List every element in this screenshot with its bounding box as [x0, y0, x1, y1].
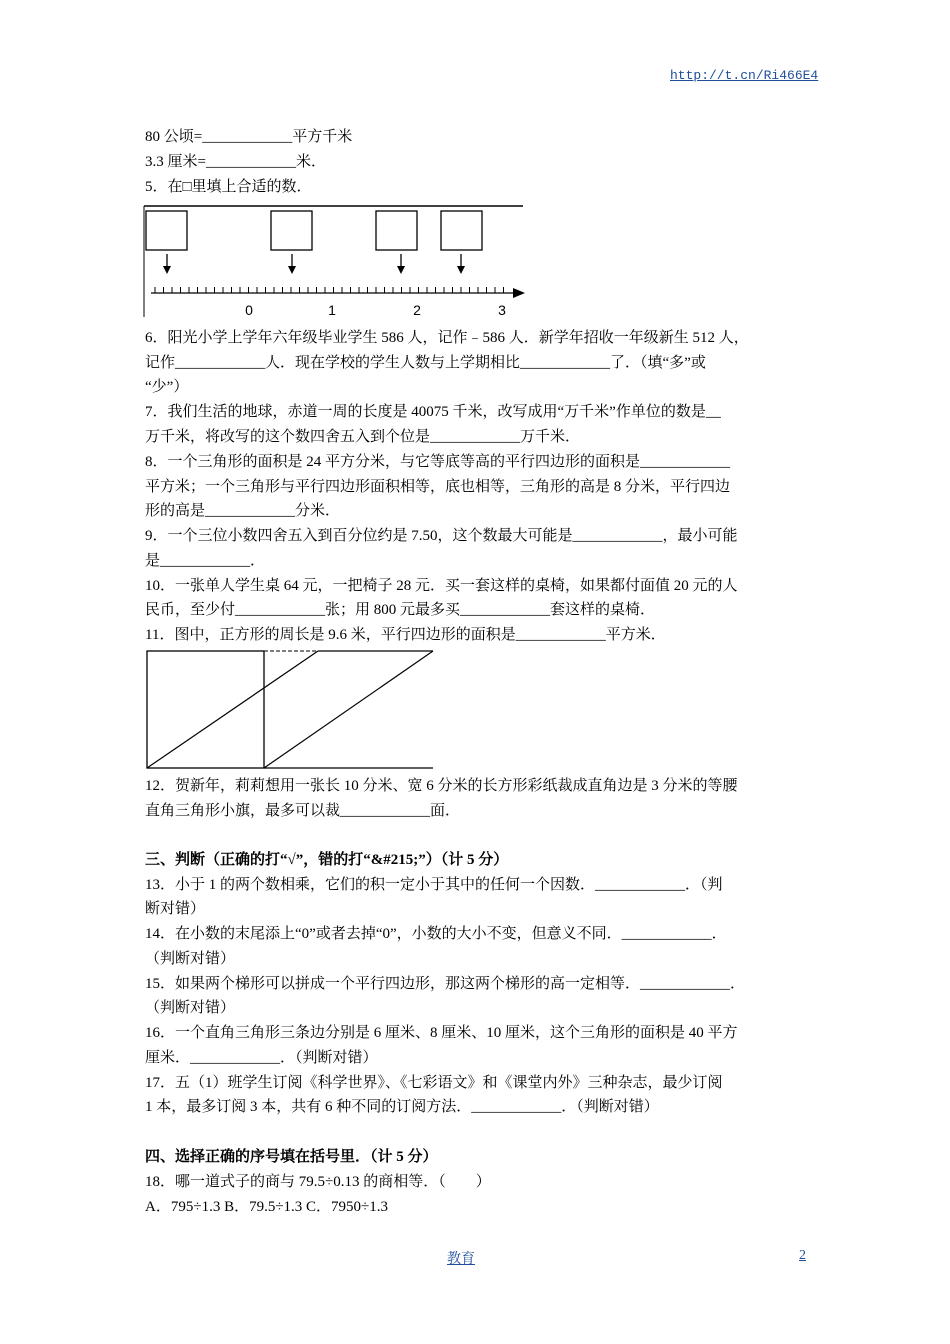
number-line-figure	[143, 204, 528, 319]
line-15a: 15．如果两个梯形可以拼成一个平行四边形，那这两个梯形的高一定相等．____________．	[145, 976, 746, 992]
line-12b: 直角三角形小旗，最多可以裁____________面．	[145, 803, 461, 819]
line-18-options: A．795÷1.3 B．79.5÷1.3 C．7950÷1.3	[145, 1199, 389, 1215]
line-3: 5．在□里填上合适的数．	[145, 179, 312, 195]
line-14b: （判断对错）	[145, 951, 236, 967]
line-16b: 厘米．____________．（判断对错）	[145, 1050, 378, 1066]
line-18: 18．哪一道式子的商与 79.5÷0.13 的商相等．（ ）	[145, 1174, 491, 1190]
answer-box-2	[271, 211, 312, 250]
line-7a: 7．我们生活的地球，赤道一周的长度是 40075 千米，改写成用“万千米”作单位的数是__	[145, 404, 721, 420]
arrow-right-icon	[513, 288, 525, 298]
line-16a: 16．一个直角三角形三条边分别是 6 厘米、8 厘米、10 厘米，这个三角形的面积是 40 平方	[145, 1025, 738, 1041]
line-10a: 10．一张单人学生桌 64 元，一把椅子 28 元．买一套这样的桌椅，如果都付面值 20 元的人	[145, 578, 738, 594]
line-9b: 是____________．	[145, 553, 266, 569]
arrow-down-icon	[457, 266, 465, 274]
answer-box-1	[146, 211, 187, 250]
line-14a: 14．在小数的末尾添上“0”或者去掉“0”，小数的大小不变，但意义不同．____________．	[145, 926, 727, 942]
ruler-label-0: 0	[245, 302, 253, 318]
page-number: 2	[799, 1248, 806, 1263]
ruler-label-2: 2	[413, 302, 421, 318]
answer-box-3	[376, 211, 417, 250]
line-8b: 平方米；一个三角形与平行四边形面积相等，底也相等，三角形的高是 8 分米，平行四边	[145, 479, 731, 495]
answer-box-4	[441, 211, 482, 250]
square	[147, 651, 264, 768]
line-11: 11．图中，正方形的周长是 9.6 米，平行四边形的面积是____________平方米．	[145, 627, 666, 643]
line-10b: 民币，至少付____________张；用 800 元最多买____________套这样的桌椅．	[145, 602, 656, 618]
footer-link[interactable]: 教育	[447, 1252, 475, 1267]
line-12a: 12．贺新年，莉莉想用一张长 10 分米、宽 6 分米的长方形彩纸裁成直角边是 3 分米的等腰	[145, 778, 738, 794]
line-17a: 17．五（1）班学生订阅《科学世界》、《七彩语文》和《课堂内外》三种杂志，最少订阅	[145, 1075, 723, 1091]
line-2: 3.3 厘米=____________米．	[145, 154, 326, 170]
header-link[interactable]: http://t.cn/Ri466E4	[670, 68, 819, 83]
arrow-down-icon	[288, 266, 296, 274]
arrow-down-icon	[397, 266, 405, 274]
arrow-down-icon	[163, 266, 171, 274]
section-3-heading: 三、判断（正确的打“√”，错的打“&#215;”）（计 5 分）	[145, 852, 509, 868]
line-8c: 形的高是____________分米．	[145, 503, 341, 519]
ruler-label-1: 1	[328, 302, 336, 318]
line-6b: 记作____________人．现在学校的学生人数与上学期相比____________了．（填“多”或	[145, 355, 706, 371]
line-13b: 断对错）	[145, 901, 206, 917]
line-6a: 6．阳光小学上学年六年级毕业学生 586 人，记作﹣586 人．新学年招收一年级新生 512 人，	[145, 330, 749, 346]
line-8a: 8．一个三角形的面积是 24 平方分米，与它等底等高的平行四边形的面积是____________	[145, 454, 731, 470]
line-7b: 万千米，将改写的这个数四舍五入到个位是____________万千米．	[145, 429, 581, 445]
parallelogram-side-left	[147, 651, 318, 768]
line-17b: 1 本，最多订阅 3 本，共有 6 种不同的订阅方法．____________．（判断对错）	[145, 1099, 659, 1115]
parallelogram-side-right	[264, 651, 433, 768]
line-13a: 13．小于 1 的两个数相乘，它们的积一定小于其中的任何一个因数．____________．（判	[145, 877, 723, 893]
line-6c: “少”）	[145, 379, 189, 395]
square-parallelogram-figure	[143, 648, 438, 772]
section-4-heading: 四、选择正确的序号填在括号里．（计 5 分）	[145, 1149, 438, 1165]
line-9a: 9．一个三位小数四舍五入到百分位约是 7.50，这个数最大可能是____________，最小可能	[145, 528, 738, 544]
ruler-label-3: 3	[498, 302, 506, 318]
line-1: 80 公顷=____________平方千米	[145, 129, 353, 145]
line-15b: （判断对错）	[145, 1000, 236, 1016]
